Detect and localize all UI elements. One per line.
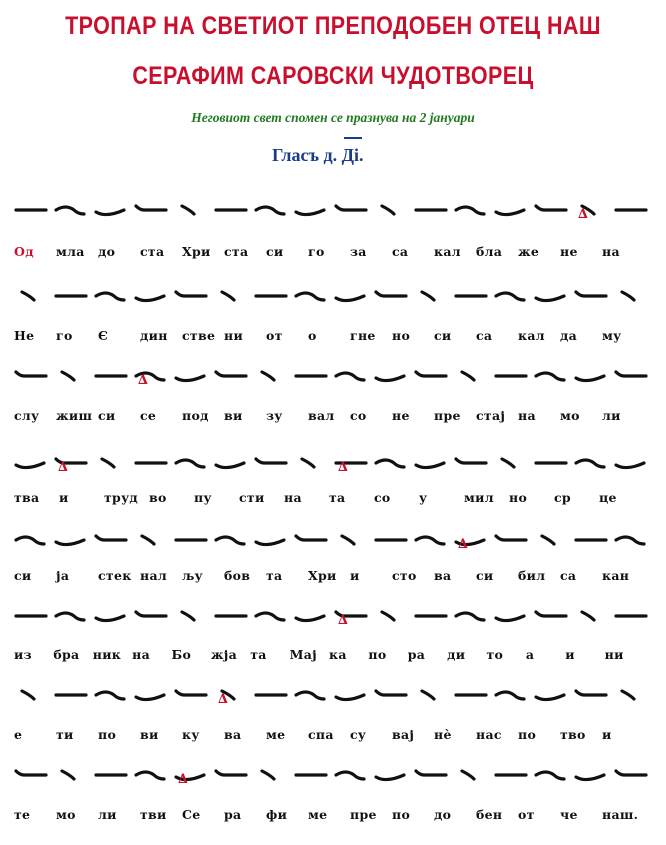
lyric-syllable: жја [210,647,238,662]
lyric-syllable: пре [434,408,461,423]
martyria-sign: ∆ [218,692,228,707]
neume-row [12,598,652,630]
neume-mark [496,536,526,540]
lyric-syllable: бен [476,807,503,822]
lyric-syllable: но [392,328,411,343]
lyric-syllable: труд [104,490,139,505]
neume-mark [336,206,366,210]
lyric-syllable: бов [224,568,251,583]
lyric-syllable: ка [329,647,347,662]
neume-mark [496,293,524,300]
lyric-syllable: бил [518,568,546,583]
lyric-syllable: и [350,568,360,583]
lyric-syllable: до [98,244,116,259]
neume-mark [496,210,524,215]
lyric-syllable: Хри [182,244,211,259]
lyric-syllable: си [98,408,116,423]
neume-mark [56,540,84,545]
neume-mark [382,206,394,214]
neume-row [12,445,652,477]
lyric-syllable: ви [224,408,243,423]
neume-mark [182,612,194,620]
neume-mark [16,372,46,376]
neume-mark [616,372,646,376]
neume-mark [256,207,284,214]
neume-mark [416,537,444,544]
neume-row [12,522,652,554]
neume-mark [216,771,246,775]
lyric-syllable: Бо [171,647,192,662]
lyric-syllable: у [419,490,428,505]
neume-mark [136,772,164,779]
martyria-sign: ∆ [578,207,588,222]
lyric-syllable: ви [140,727,159,742]
neume-mark [136,612,166,616]
lyric-syllable: си [434,328,452,343]
title-line-1: ТРОПАР НА СВЕТИОТ ПРЕПОДОБЕН ОТЕЦ НАШ [65,12,601,40]
lyric-syllable: по [98,727,117,742]
lyric-syllable: та [329,490,346,505]
lyric-line [10,244,650,264]
neume-mark [496,616,524,621]
neume-mark [96,210,124,215]
lyric-syllable: ва [434,568,452,583]
neume-mark [96,293,124,300]
lyric-syllable: че [560,807,578,822]
martyria-sign: ∆ [138,373,148,388]
lyric-syllable: ни [224,328,244,343]
lyric-syllable: мла [56,244,85,259]
neume-mark [456,207,484,214]
neume-mark [62,372,74,380]
lyric-syllable: тви [140,807,167,822]
lyric-syllable: вај [392,727,415,742]
lyric-syllable: го [308,244,325,259]
neume-mark [376,775,404,780]
lyric-syllable: ста [140,244,165,259]
neume-mark [256,540,284,545]
neume-mark [216,372,246,376]
lyric-syllable: си [476,568,494,583]
neume-mark [416,771,446,775]
lyric-syllable: а [525,647,535,662]
neume-mark [536,296,564,301]
lyric-syllable: ли [98,807,117,822]
neume-mark [456,459,486,463]
lyric-syllable: сти [239,490,265,505]
neume-mark [296,210,324,215]
neume-mark [536,612,566,616]
neume-mark [456,613,484,620]
neume-mark [536,373,564,380]
lyric-line [10,408,650,428]
lyric-syllable: же [518,244,540,259]
neume-mark [182,206,194,214]
lyric-syllable: го [56,328,73,343]
lyric-syllable: по [392,807,411,822]
neume-mark [462,372,474,380]
lyric-syllable: ник [92,647,122,662]
neume-mark [96,692,124,699]
lyric-syllable: во [149,490,167,505]
lyric-syllable: на [518,408,536,423]
martyria-sign: ∆ [58,460,68,475]
neume-mark [536,695,564,700]
lyric-syllable: из [14,647,32,662]
neume-mark [336,373,364,380]
neume-mark [542,536,554,544]
lyric-syllable: нал [140,568,167,583]
neume-mark [576,292,606,296]
neume-row [12,677,652,709]
lyric-syllable: мо [56,807,76,822]
lyric-syllable: жиш [56,408,93,423]
neume-mark [416,372,446,376]
lyric-syllable: ја [56,568,70,583]
lyric-syllable: та [266,568,283,583]
neume-mark [422,292,434,300]
neume-mark [176,292,206,296]
lyric-syllable: кан [602,568,630,583]
neume-mark [616,537,644,544]
lyric-syllable: те [14,807,31,822]
lyric-syllable: за [350,244,367,259]
lyric-syllable: от [518,807,535,822]
lyric-syllable: нас [476,727,502,742]
lyric-syllable: стек [98,568,132,583]
lyric-line [10,490,650,510]
neume-mark [176,691,206,695]
neume-mark [376,460,404,467]
lyric-syllable: о [308,328,317,343]
lyric-syllable: та [250,647,267,662]
neume-mark [22,691,34,699]
title-line-2: СЕРАФИМ САРОВСКИ ЧУДОТВОРЕЦ [132,62,534,90]
lyric-syllable: Хри [308,568,337,583]
neume-mark [96,536,126,540]
martyria-sign: ∆ [338,460,348,475]
lyric-syllable: то [486,647,504,662]
lyric-syllable: мил [464,490,494,505]
neume-mark [536,772,564,779]
neume-mark [536,206,566,210]
neume-mark [296,293,324,300]
lyric-line [10,647,650,667]
neume-mark [296,692,324,699]
neume-mark [576,691,606,695]
neume-mark [256,459,286,463]
lyric-syllable: и [565,647,575,662]
lyric-syllable: ра [407,647,426,662]
neume-mark [382,612,394,620]
neume-mark [376,292,406,296]
lyric-syllable: сто [392,568,417,583]
neume-mark [62,771,74,779]
neume-mark [262,372,274,380]
lyric-syllable: са [476,328,493,343]
neume-mark [622,292,634,300]
lyric-syllable: нè [434,727,452,742]
neume-mark [136,296,164,301]
neume-row [12,358,652,390]
lyric-syllable: на [284,490,302,505]
lyric-syllable: Се [182,807,201,822]
neume-mark [296,536,326,540]
lyric-line [10,328,650,348]
lyric-syllable: спа [308,727,334,742]
neume-mark [222,292,234,300]
neume-mark [336,695,364,700]
neume-mark [136,695,164,700]
lyric-syllable: ме [266,727,286,742]
lyric-syllable: ва [224,727,242,742]
feast-subtitle: Неговиот свет спомен се празнува на 2 јануари [191,110,475,125]
neume-row [12,278,652,310]
neume-mark [462,771,474,779]
lyric-syllable: љу [182,568,203,583]
lyric-syllable: со [350,408,367,423]
lyric-syllable: вал [308,408,335,423]
neume-mark [96,616,124,621]
lyric-syllable: пре [350,807,377,822]
tone-indicator [272,145,364,166]
lyric-syllable: си [14,568,32,583]
lyric-syllable: са [392,244,409,259]
lyric-syllable: е [14,727,23,742]
neume-mark [376,691,406,695]
lyric-line [10,807,650,827]
lyric-syllable: до [434,807,452,822]
neume-mark [582,612,594,620]
martyria-sign: ∆ [178,772,188,787]
neume-mark [576,460,604,467]
lyric-syllable: ра [224,807,242,822]
lyric-syllable: по [518,727,537,742]
tone-label: Гласъ д. [272,145,338,165]
neume-mark [56,613,84,620]
neume-mark [16,771,46,775]
lyric-syllable: наш. [602,807,639,822]
neume-mark [216,537,244,544]
neume-mark [576,775,604,780]
lyric-syllable: ти [56,727,74,742]
lyric-syllable: и [59,490,69,505]
martyria-sign: ∆ [458,537,468,552]
neume-mark [416,463,444,468]
lyric-syllable: ста [224,244,249,259]
lyric-syllable: по [368,647,387,662]
neume-mark [422,691,434,699]
lyric-syllable: гне [350,328,376,343]
lyric-syllable: под [182,408,209,423]
neume-mark [216,463,244,468]
neume-mark [342,536,354,544]
lyric-syllable: и [602,727,612,742]
neume-row [12,192,652,224]
neume-mark [616,771,646,775]
lyric-syllable: су [350,727,367,742]
lyric-syllable: стве [182,328,216,343]
lyric-syllable: тво [560,727,586,742]
lyric-syllable: ли [602,408,621,423]
lyric-syllable: кал [434,244,461,259]
lyric-syllable: но [509,490,528,505]
neume-mark [576,376,604,381]
lyric-syllable: Од [14,244,34,259]
lyric-syllable: Не [14,328,35,343]
neume-mark [616,463,644,468]
neume-mark [302,459,314,467]
lyric-syllable: бра [53,647,80,662]
lyric-syllable: це [599,490,617,505]
lyric-syllable: ср [554,490,571,505]
neume-row [12,757,652,789]
lyric-syllable: тва [14,490,40,505]
lyric-syllable: слу [14,408,40,423]
lyric-syllable: от [266,328,283,343]
lyric-syllable: на [132,647,150,662]
neume-mark [376,376,404,381]
neume-mark [136,206,166,210]
neume-mark [16,537,44,544]
neume-mark [622,691,634,699]
lyric-syllable: Є [98,328,109,343]
lyric-syllable: Мај [289,647,317,662]
lyric-syllable: стај [476,408,506,423]
neume-mark [56,207,84,214]
lyric-line [10,568,650,588]
lyric-syllable: зу [266,408,283,423]
neume-mark [502,459,514,467]
lyric-syllable: са [560,568,577,583]
neume-mark [176,460,204,467]
neume-mark [256,613,284,620]
lyric-syllable: мо [560,408,580,423]
lyric-syllable: му [602,328,622,343]
lyric-syllable: си [266,244,284,259]
neume-mark [496,692,524,699]
neume-mark [336,772,364,779]
lyric-syllable: ни [604,647,624,662]
neume-mark [262,771,274,779]
tone-martyria: Ді. [341,145,364,165]
lyric-syllable: со [374,490,391,505]
neume-mark [22,292,34,300]
neume-mark [176,376,204,381]
lyric-syllable: пу [194,490,212,505]
neume-mark [102,459,114,467]
lyric-syllable: кал [518,328,545,343]
neume-mark [296,616,324,621]
lyric-syllable: бла [476,244,503,259]
lyric-syllable: ме [308,807,328,822]
lyric-syllable: не [560,244,578,259]
lyric-syllable: ку [182,727,200,742]
lyric-syllable: да [560,328,578,343]
neume-mark [16,463,44,468]
lyric-syllable: се [140,408,157,423]
lyric-syllable: фи [266,807,288,822]
lyric-line [10,727,650,747]
lyric-syllable: дин [140,328,168,343]
neume-mark [142,536,154,544]
lyric-syllable: ди [447,647,466,662]
lyric-syllable: не [392,408,410,423]
neume-mark [336,296,364,301]
lyric-syllable: на [602,244,620,259]
martyria-sign: ∆ [338,613,348,628]
